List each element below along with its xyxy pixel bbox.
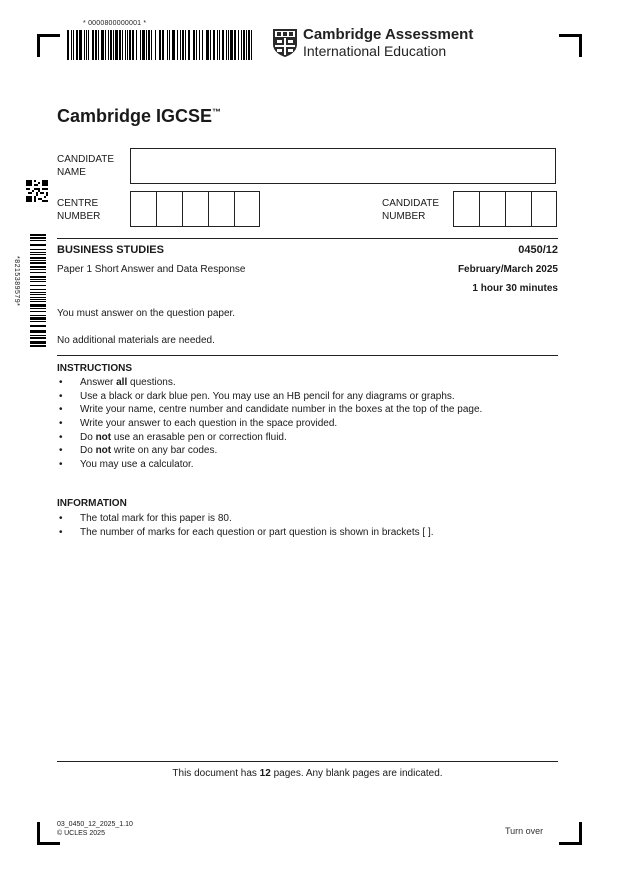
centre-number-cell[interactable]: [235, 192, 259, 226]
answer-note: You must answer on the question paper.: [57, 308, 236, 319]
materials-note: No additional materials are needed.: [57, 335, 215, 346]
subject-title: BUSINESS STUDIES: [57, 244, 164, 256]
list-item: • Use a black or dark blue pen. You may use an HB pencil for any diagrams or graphs.: [57, 390, 482, 404]
list-item: • You may use a calculator.: [57, 458, 482, 472]
candidate-number-cell[interactable]: [506, 192, 532, 226]
list-item: • Write your answer to each question in the space provided.: [57, 417, 482, 431]
information-list: [57, 512, 434, 539]
candidate-name-box[interactable]: [130, 148, 556, 184]
list-item: • The number of marks for each question or part question is shown in brackets [ ].: [57, 526, 434, 540]
centre-number-boxes[interactable]: [130, 191, 260, 227]
page-title: Cambridge IGCSE™: [57, 106, 222, 126]
barcode-serial: * 0000800000001 *: [83, 20, 147, 27]
exam-duration: 1 hour 30 minutes: [472, 283, 558, 294]
corner-mark-bottom-right: [559, 822, 582, 845]
list-item: • Do not write on any bar codes.: [57, 444, 482, 458]
corner-mark-top-left: [37, 34, 60, 57]
centre-number-cell[interactable]: [157, 192, 183, 226]
divider: [57, 355, 558, 356]
exam-session: February/March 2025: [457, 264, 558, 275]
corner-mark-top-right: [559, 34, 582, 57]
centre-number-label: CENTRE NUMBER: [57, 198, 101, 222]
candidate-name-label: CANDIDATE NAME: [57, 154, 115, 178]
candidate-number-cell[interactable]: [532, 192, 556, 226]
qr-code-icon: [26, 180, 48, 202]
candidate-number-boxes[interactable]: [453, 191, 557, 227]
cambridge-logo: [272, 27, 473, 59]
side-barcode: [30, 234, 46, 352]
centre-number-cell[interactable]: [183, 192, 209, 226]
document-code: 03_0450_12_2025_1.10 © UCLES 2025: [57, 821, 133, 837]
list-item: • Write your name, centre number and candidate number in the boxes at the top of the page.: [57, 403, 482, 417]
paper-name: Paper 1 Short Answer and Data Response: [57, 264, 246, 275]
information-heading: INFORMATION: [57, 498, 127, 509]
divider: [57, 238, 558, 239]
divider: [57, 761, 558, 762]
logo-line-1: Cambridge Assessment: [303, 26, 474, 43]
instructions-heading: INSTRUCTIONS: [57, 363, 132, 374]
turn-over-label: Turn over: [505, 826, 544, 836]
centre-number-cell[interactable]: [131, 192, 157, 226]
logo-line-2: International Education: [303, 43, 447, 59]
candidate-number-label: CANDIDATE NUMBER: [382, 198, 440, 222]
page-count-note: This document has 12 pages. Any blank pages are indicated.: [172, 768, 443, 779]
instructions-list: [57, 376, 482, 472]
list-item: • Answer all questions.: [57, 376, 482, 390]
top-barcode: [67, 30, 253, 60]
paper-code: 0450/12: [518, 244, 558, 256]
list-item: • Do not use an erasable pen or correction fluid.: [57, 431, 482, 445]
candidate-number-cell[interactable]: [454, 192, 480, 226]
list-item: • The total mark for this paper is 80.: [57, 512, 434, 526]
centre-number-cell[interactable]: [209, 192, 235, 226]
candidate-number-cell[interactable]: [480, 192, 506, 226]
side-barcode-number: *8215389579*: [13, 256, 20, 307]
cambridge-shield-icon: [272, 28, 298, 58]
